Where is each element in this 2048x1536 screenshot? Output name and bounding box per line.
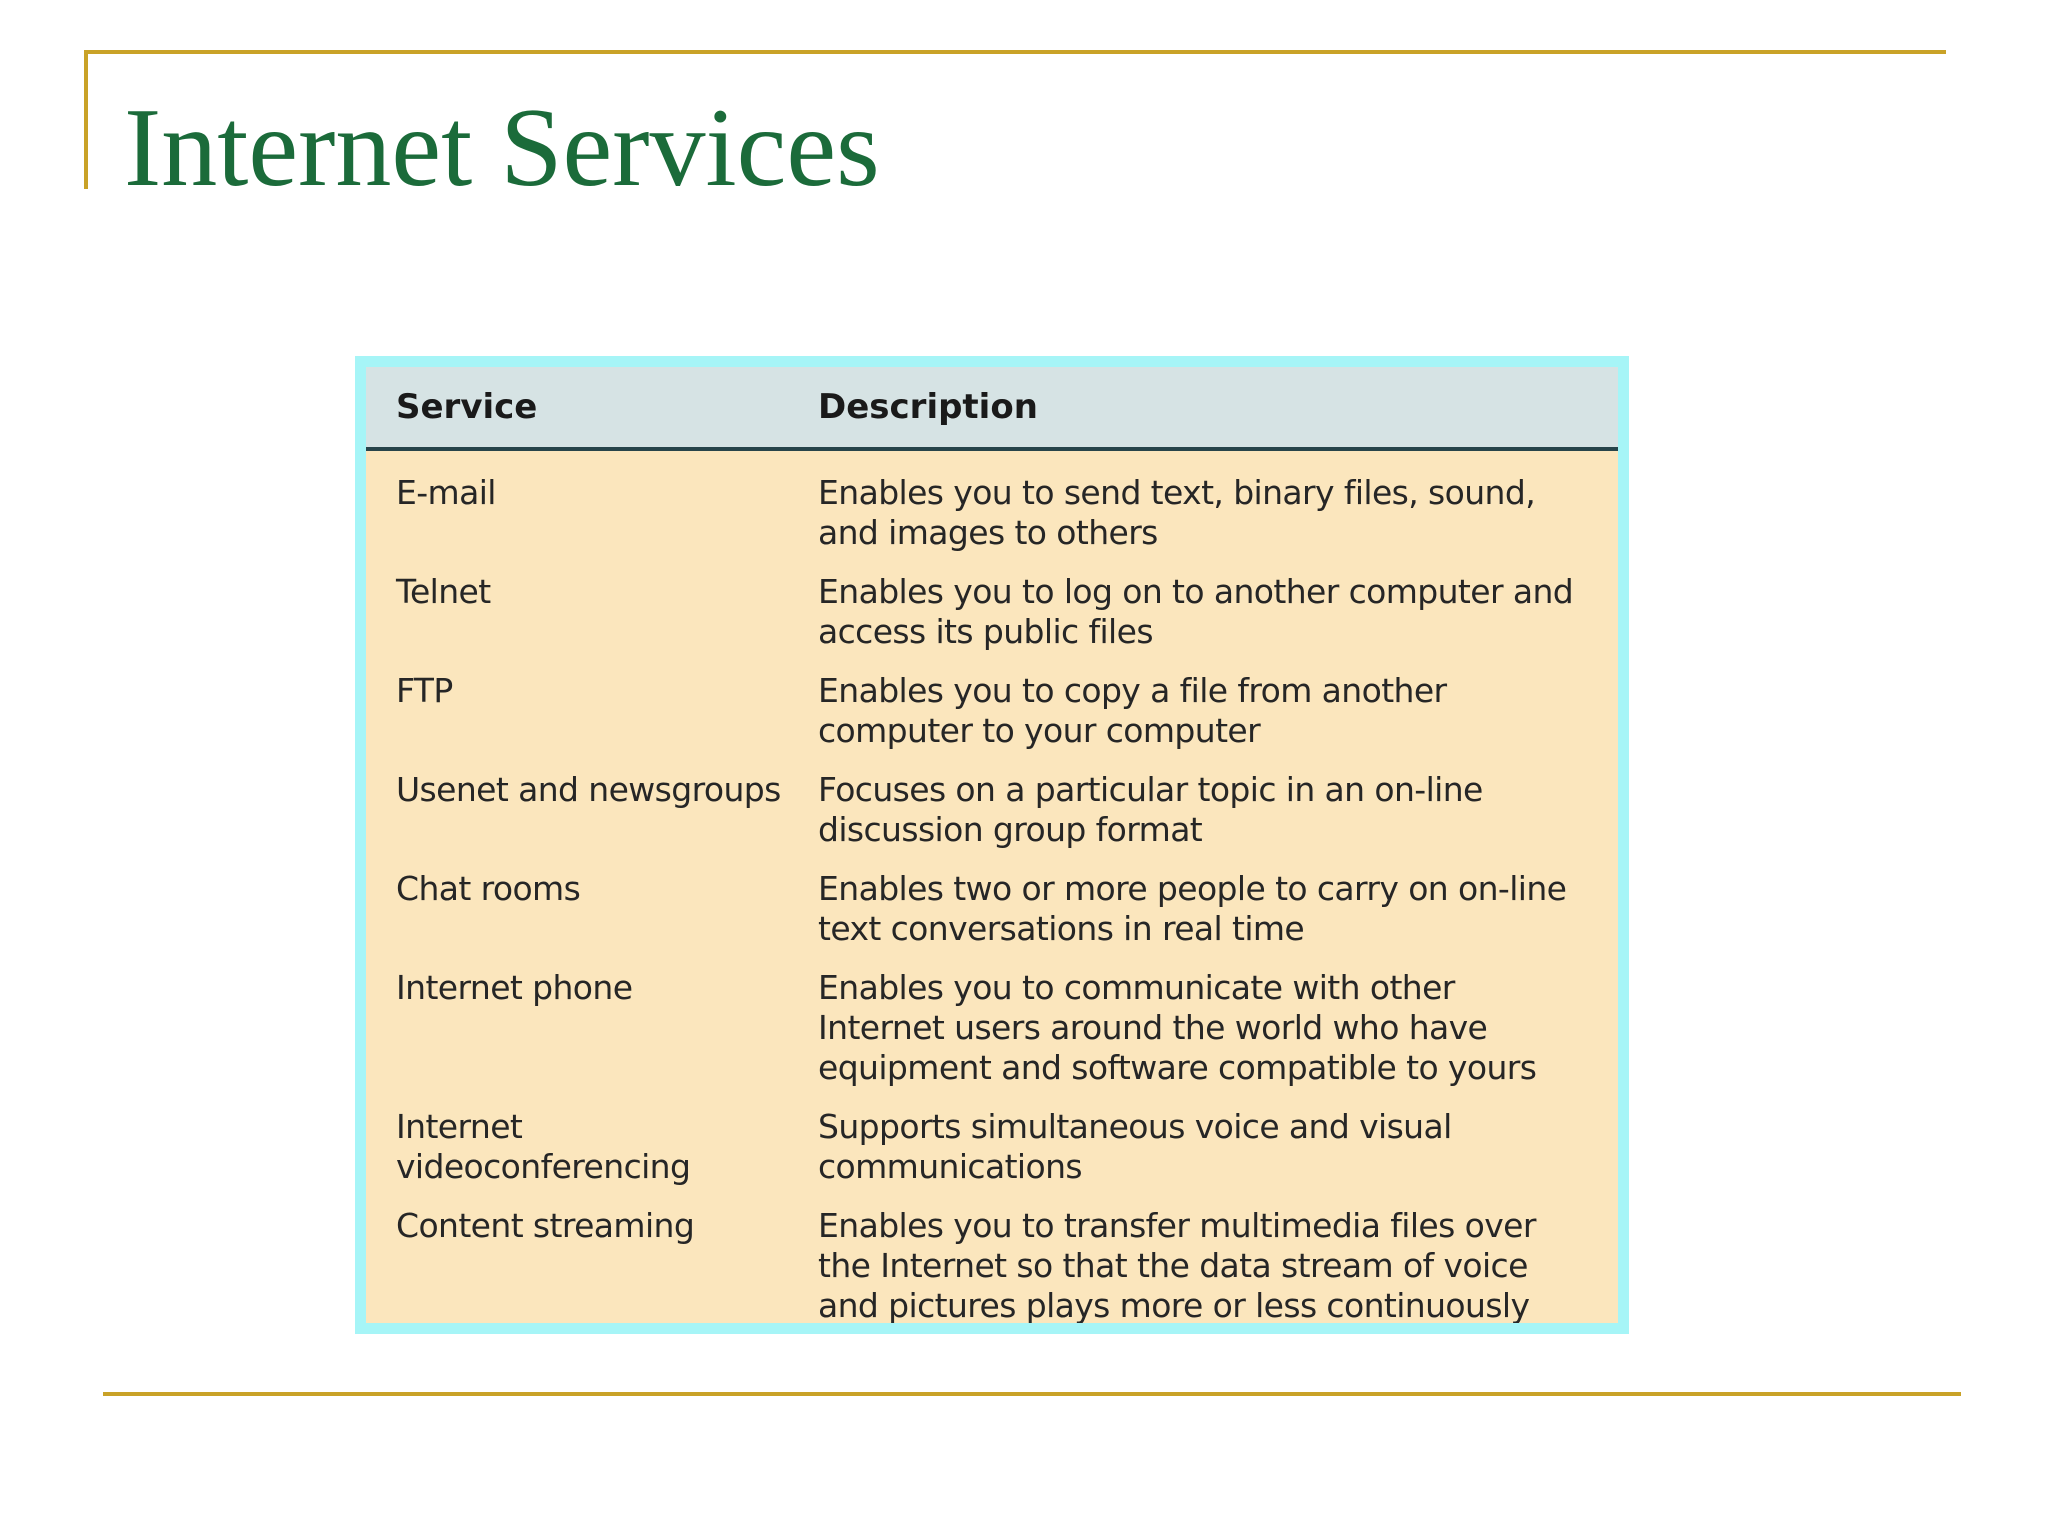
service-cell: Chat rooms bbox=[396, 869, 581, 908]
description-cell: Enables you to transfer multimedia files over the Internet so that the data stream of voice and pictures plays more or less continuously bbox=[818, 1206, 1536, 1323]
services-table-body bbox=[366, 367, 1618, 1323]
bottom-rule bbox=[103, 1392, 1961, 1396]
service-cell: Usenet and newsgroups bbox=[396, 770, 781, 809]
table-row bbox=[366, 1107, 1618, 1187]
top-rule bbox=[84, 50, 1946, 54]
description-cell: Enables you to communicate with other Internet users around the world who have equipment and software compatible to yours bbox=[818, 968, 1537, 1087]
table-row bbox=[366, 1206, 1618, 1323]
table-rows bbox=[366, 451, 1618, 1323]
service-cell: Content streaming bbox=[396, 1206, 695, 1245]
description-cell: Enables you to copy a file from another computer to your computer bbox=[818, 671, 1447, 750]
services-table bbox=[355, 356, 1629, 1334]
service-cell: Internet phone bbox=[396, 968, 633, 1007]
table-row bbox=[366, 671, 1618, 751]
description-cell: Supports simultaneous voice and visual communications bbox=[818, 1107, 1452, 1186]
table-header bbox=[366, 367, 1618, 451]
description-cell: Enables two or more people to carry on on-line text conversations in real time bbox=[818, 869, 1567, 948]
slide-title: Internet Services bbox=[124, 86, 880, 210]
table-row bbox=[366, 572, 1618, 652]
table-row bbox=[366, 869, 1618, 949]
description-cell: Focuses on a particular topic in an on-line discussion group format bbox=[818, 770, 1483, 849]
service-cell: E-mail bbox=[396, 473, 496, 512]
header-description: Description bbox=[818, 387, 1038, 427]
service-cell: Telnet bbox=[396, 572, 491, 611]
table-row bbox=[366, 968, 1618, 1088]
header-service: Service bbox=[396, 387, 538, 427]
table-row bbox=[366, 473, 1618, 553]
service-cell: FTP bbox=[396, 671, 453, 710]
service-cell: Internet videoconferencing bbox=[396, 1107, 691, 1186]
description-cell: Enables you to send text, binary files, sound, and images to others bbox=[818, 473, 1536, 552]
description-cell: Enables you to log on to another computer and access its public files bbox=[818, 572, 1574, 651]
table-row bbox=[366, 770, 1618, 850]
left-accent-rule bbox=[84, 50, 88, 189]
